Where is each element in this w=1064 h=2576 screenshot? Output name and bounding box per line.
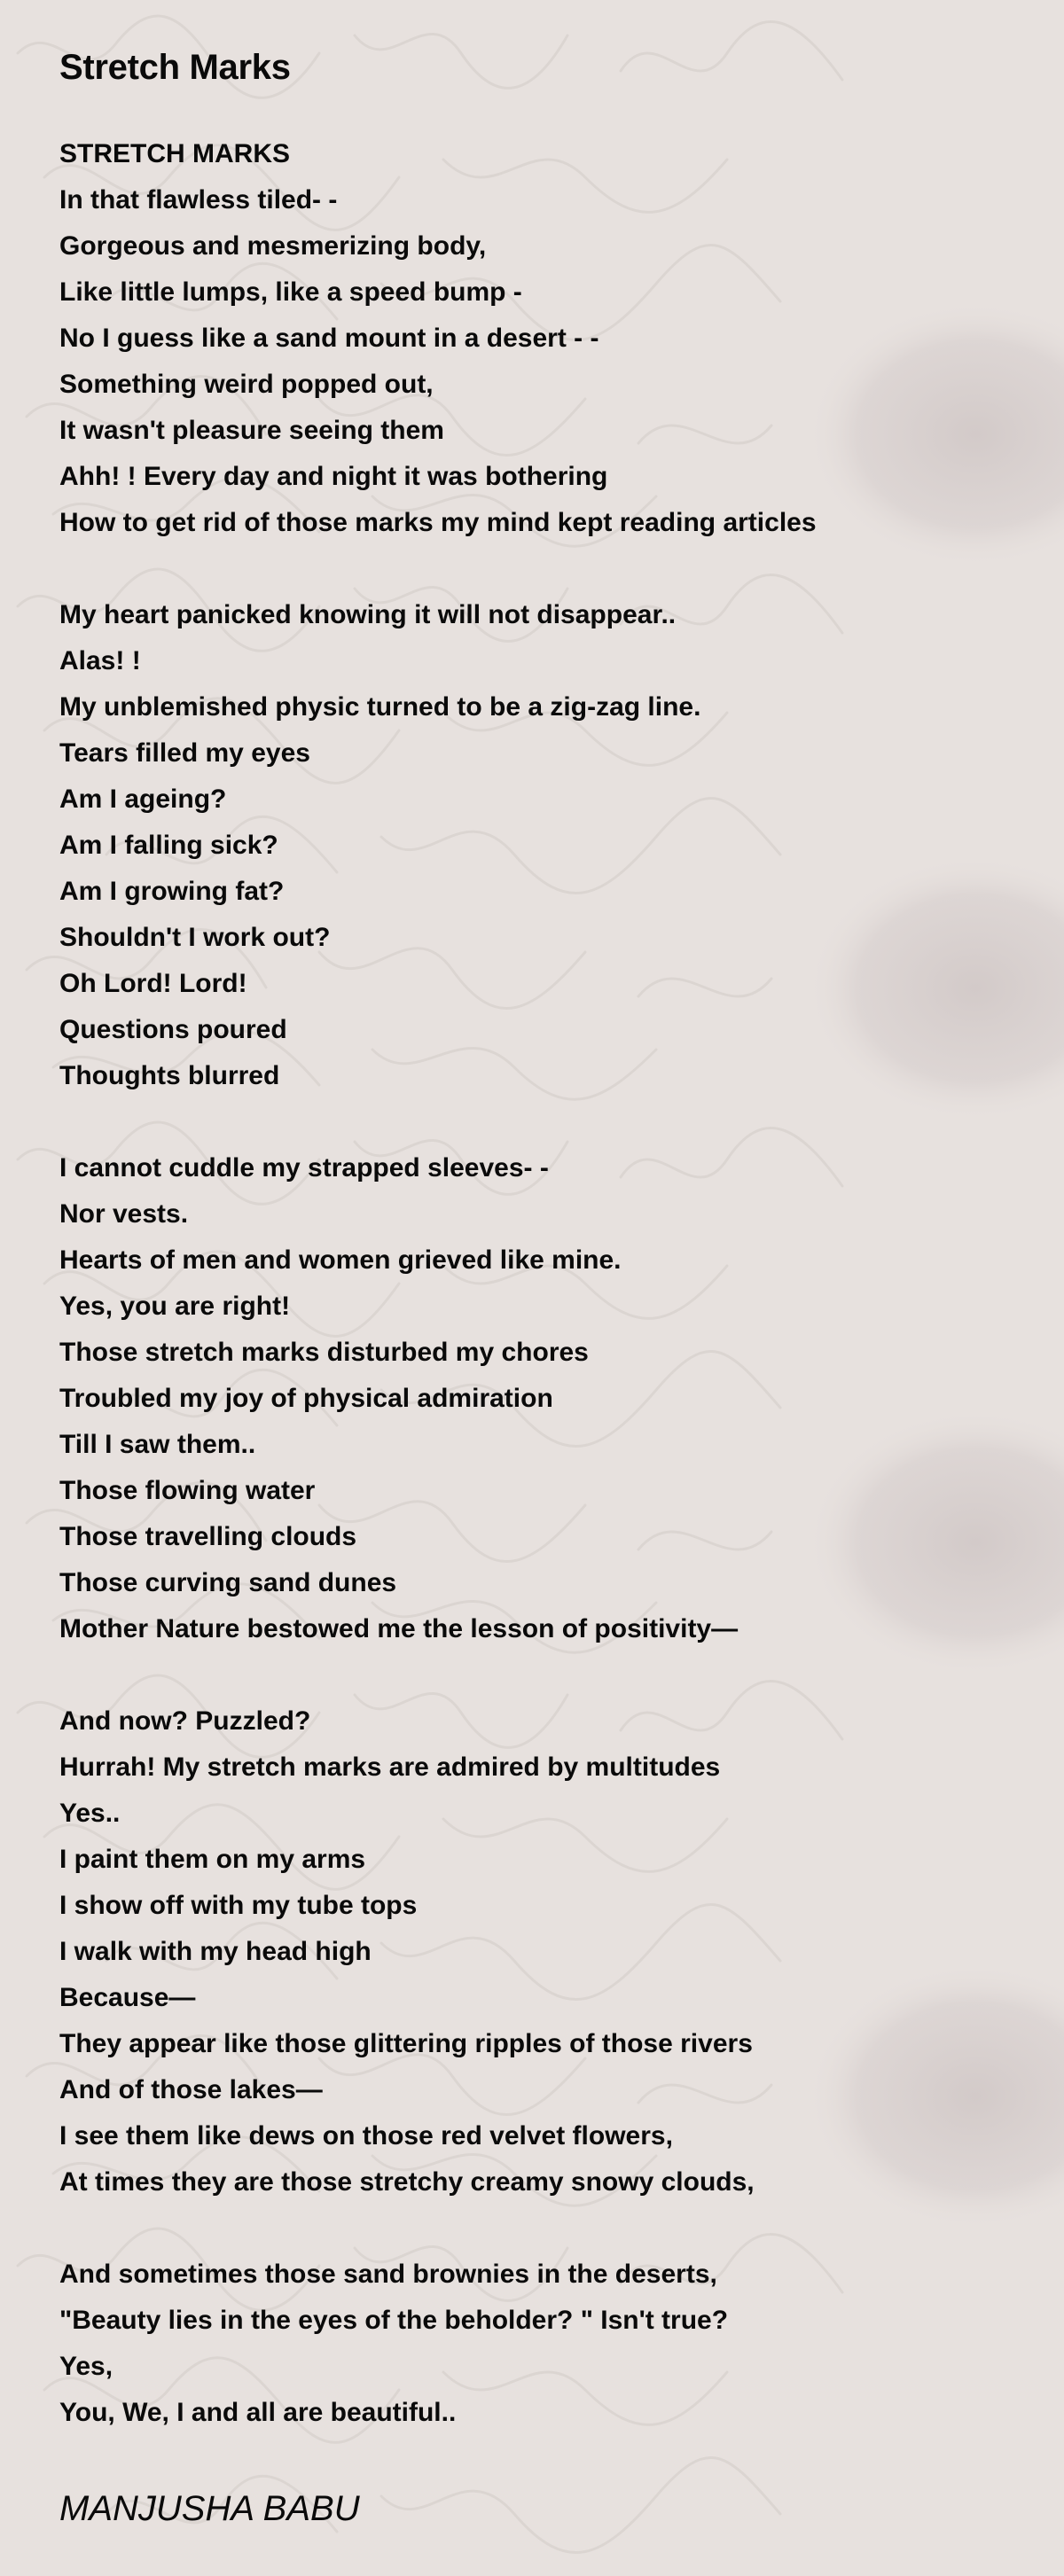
poem-stanza bbox=[59, 1698, 817, 2205]
poem-line: Troubled my joy of physical admiration bbox=[59, 1384, 553, 1413]
poem-line: At times they are those stretchy creamy snowy clouds, bbox=[59, 2167, 755, 2197]
poem-line: Yes.. bbox=[59, 1799, 121, 1828]
poem-line: Mother Nature bestowed me the lesson of positivity— bbox=[59, 1614, 739, 1643]
poem-stanza bbox=[59, 2252, 817, 2436]
poem-line: And of those lakes— bbox=[59, 2075, 323, 2104]
poem-line: Hurrah! My stretch marks are admired by multitudes bbox=[59, 1752, 721, 1782]
poem-line: And now? Puzzled? bbox=[59, 1706, 311, 1736]
poem-body bbox=[59, 131, 817, 2482]
poem-line: My unblemished physic turned to be a zig-zag line. bbox=[59, 692, 701, 722]
poem-title: Stretch Marks bbox=[59, 48, 291, 87]
poem-line: How to get rid of those marks my mind kept reading articles bbox=[59, 508, 817, 537]
poem-line: Thoughts blurred bbox=[59, 1061, 280, 1090]
poem-stanza bbox=[59, 131, 817, 546]
poem-line: Those travelling clouds bbox=[59, 1522, 357, 1551]
poem-line: Hearts of men and women grieved like mine. bbox=[59, 1245, 622, 1275]
poem-stanza bbox=[59, 592, 817, 1099]
poem-line: I walk with my head high bbox=[59, 1937, 372, 1966]
poem-line: It wasn't pleasure seeing them bbox=[59, 416, 444, 445]
poem-line: You, We, I and all are beautiful.. bbox=[59, 2398, 457, 2427]
poem-line: Alas! ! bbox=[59, 646, 141, 675]
poem-line: They appear like those glittering ripples of those rivers bbox=[59, 2029, 753, 2058]
poem-line: Questions poured bbox=[59, 1015, 287, 1044]
poem-line: I cannot cuddle my strapped sleeves- - bbox=[59, 1153, 549, 1183]
poem-line: Something weird popped out, bbox=[59, 370, 434, 399]
poem-line: Shouldn't I work out? bbox=[59, 923, 331, 952]
poem-line: Oh Lord! Lord! bbox=[59, 969, 247, 998]
poem-line: Yes, bbox=[59, 2352, 113, 2381]
poem-line: Ahh! ! Every day and night it was bothering bbox=[59, 462, 608, 491]
poem-line: I see them like dews on those red velvet flowers, bbox=[59, 2121, 673, 2151]
poem-line: No I guess like a sand mount in a desert - - bbox=[59, 324, 599, 353]
poem-line: Those curving sand dunes bbox=[59, 1568, 397, 1597]
poem-author: MANJUSHA BABU bbox=[59, 2489, 360, 2528]
poem-line: Those stretch marks disturbed my chores bbox=[59, 1338, 589, 1367]
poem-line: Gorgeous and mesmerizing body, bbox=[59, 231, 487, 261]
poem-line: "Beauty lies in the eyes of the beholder? " Isn't true? bbox=[59, 2306, 729, 2335]
poem-line: STRETCH MARKS bbox=[59, 139, 290, 168]
poem-line: Am I ageing? bbox=[59, 785, 227, 814]
poem-line: I show off with my tube tops bbox=[59, 1891, 418, 1920]
poem-line: And sometimes those sand brownies in the deserts, bbox=[59, 2260, 717, 2289]
poem-line: Am I growing fat? bbox=[59, 877, 285, 906]
poem-line: I paint them on my arms bbox=[59, 1845, 366, 1874]
poem-line: Nor vests. bbox=[59, 1199, 189, 1229]
poem-line: Like little lumps, like a speed bump - bbox=[59, 277, 522, 307]
poem-line: In that flawless tiled- - bbox=[59, 185, 338, 215]
poem-line: Tears filled my eyes bbox=[59, 738, 310, 768]
poem-line: Because— bbox=[59, 1983, 196, 2012]
poem-line: My heart panicked knowing it will not disappear.. bbox=[59, 600, 677, 629]
poem-line: Yes, you are right! bbox=[59, 1292, 291, 1321]
poem-stanza bbox=[59, 1145, 817, 1652]
poem-line: Those flowing water bbox=[59, 1476, 316, 1505]
poem-line: Till I saw them.. bbox=[59, 1430, 256, 1459]
poem-line: Am I falling sick? bbox=[59, 831, 278, 860]
